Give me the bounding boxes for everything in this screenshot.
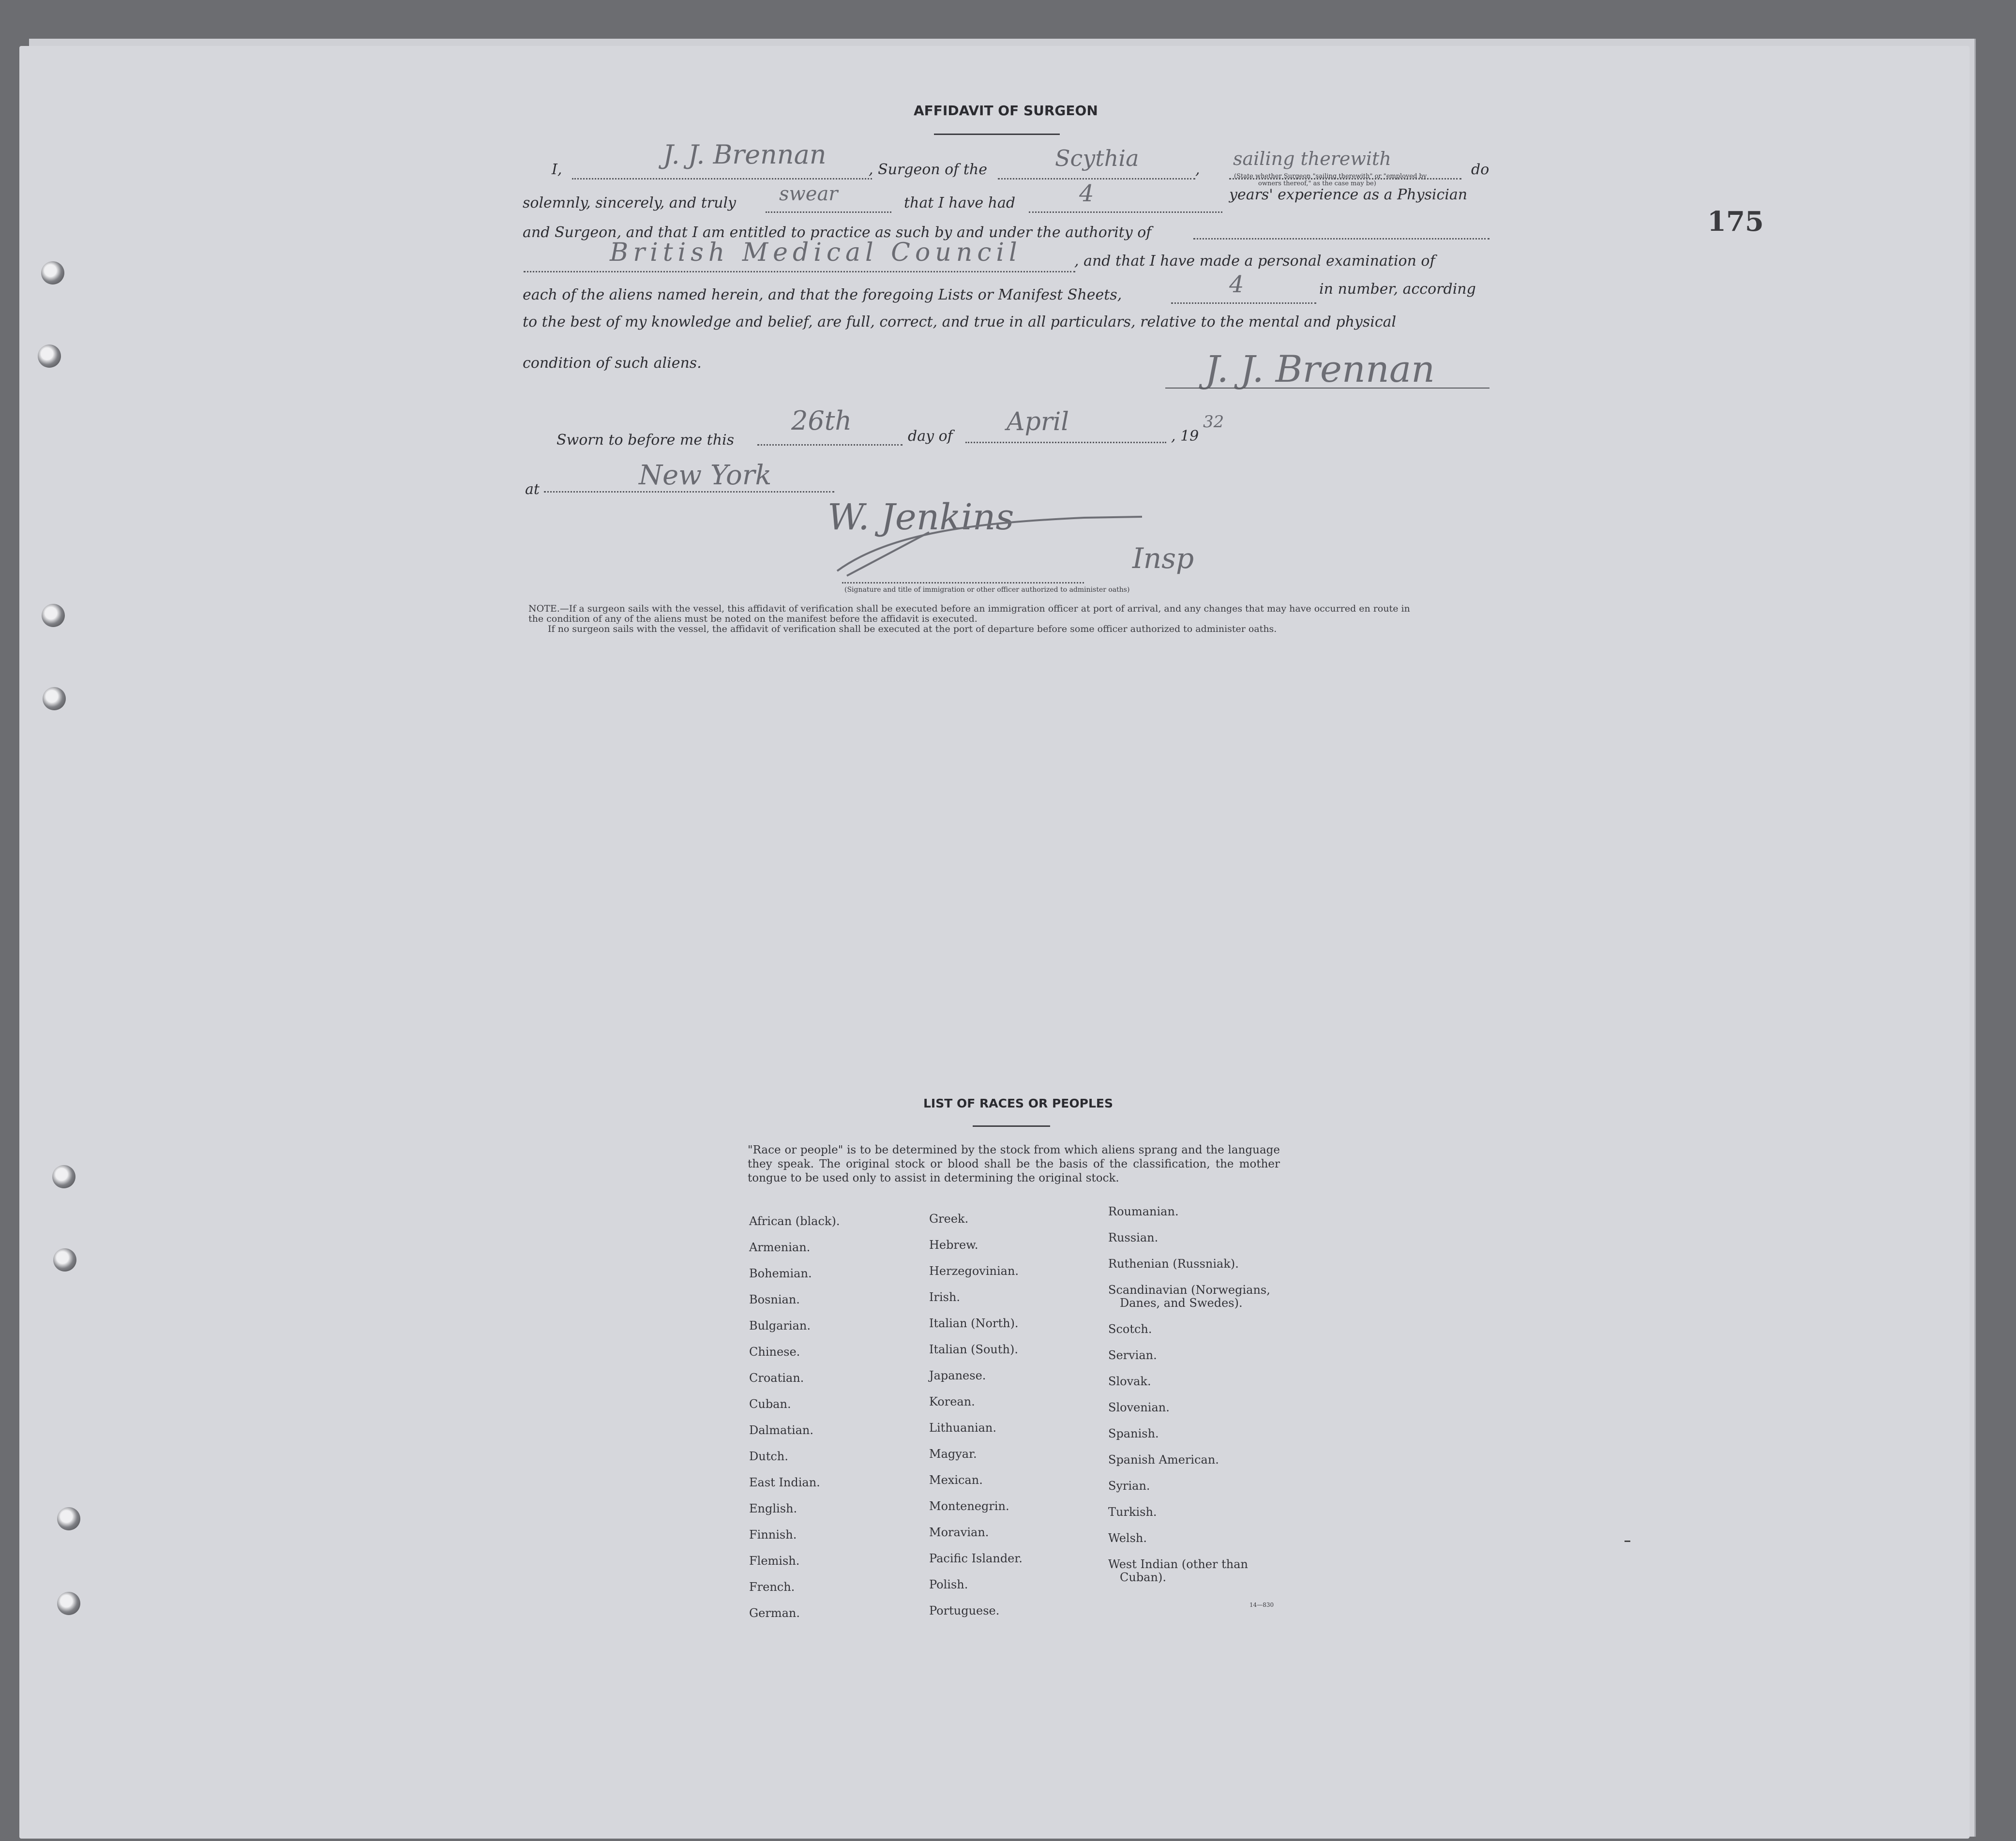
text-sworn: Sworn to before me this	[557, 432, 735, 449]
text-best-of-knowledge: to the best of my knowledge and belief, are full, correct, and true in all particulars, relative to the mental and physical	[523, 314, 1397, 330]
race-item: Spanish American.	[1108, 1453, 1219, 1467]
surgeon-name-handwritten: J. J. Brennan	[663, 139, 827, 170]
race-item: Dalmatian.	[749, 1423, 814, 1437]
race-item: West Indian (other than	[1108, 1557, 1248, 1571]
race-item: Bohemian.	[749, 1267, 812, 1280]
surgeon-name-line	[572, 178, 872, 180]
ship-handwritten: Scythia	[1055, 145, 1139, 171]
text-in-number: in number, according	[1319, 281, 1476, 298]
race-item: East Indian.	[749, 1476, 820, 1489]
race-item: Roumanian.	[1108, 1205, 1179, 1218]
race-item: Chinese.	[749, 1345, 800, 1359]
race-item: Mexican.	[929, 1473, 983, 1487]
race-item: Bulgarian.	[749, 1319, 811, 1332]
note-line-3: If no surgeon sails with the vessel, the affidavit of verification shall be executed at the port of departure before some officer authorized to administer oaths.	[548, 624, 1277, 634]
race-item: Pacific Islander.	[929, 1552, 1023, 1565]
race-item: Scotch.	[1108, 1322, 1152, 1336]
binder-hole	[43, 687, 66, 710]
race-item: Syrian.	[1108, 1479, 1150, 1493]
race-item: Ruthenian (Russniak).	[1108, 1257, 1239, 1271]
race-item: Irish.	[929, 1290, 961, 1304]
text-at: at	[525, 481, 540, 498]
note-line-2: the condition of any of the aliens must be noted on the manifest before the affidavit is executed.	[528, 614, 978, 624]
race-item: Cuban.	[749, 1397, 791, 1411]
text-day-of: day of	[908, 428, 953, 445]
month-line	[965, 442, 1166, 443]
race-item: African (black).	[749, 1214, 840, 1228]
race-item: Italian (North).	[929, 1317, 1019, 1330]
binder-hole	[52, 1165, 75, 1188]
text-personal-exam: , and that I have made a personal examination of	[1074, 253, 1435, 269]
officer-caption: (Signature and title of immigration or other officer authorized to administer oaths)	[844, 586, 1130, 594]
races-heading: LIST OF RACES OR PEOPLES	[923, 1096, 1113, 1110]
day-line	[757, 444, 903, 446]
surgeon-signature: J. J. Brennan	[1205, 347, 1435, 390]
race-item: Turkish.	[1108, 1505, 1157, 1519]
text-condition: condition of such aliens.	[523, 355, 702, 372]
signature-line	[1165, 388, 1489, 389]
race-item: Scandinavian (Norwegians,	[1108, 1283, 1270, 1297]
race-item: Welsh.	[1108, 1531, 1147, 1545]
race-item: German.	[749, 1606, 800, 1620]
place-line	[544, 491, 834, 493]
heading-rule	[934, 134, 1060, 135]
race-item: Finnish.	[749, 1528, 797, 1542]
races-column-1	[749, 1208, 840, 1626]
races-intro: "Race or people" is to be determined by the stock from which aliens sprang and the language they speak. The original stock or blood shall be the basis of the classification, the mother tongue to be used only to assist in determining the original stock.	[748, 1144, 1280, 1184]
race-item: Magyar.	[929, 1447, 977, 1461]
text-surgeon-of-the: , Surgeon of the	[869, 161, 987, 178]
authority-handwritten: British Medical Council	[610, 238, 1022, 267]
text-i: I,	[552, 161, 562, 178]
binder-hole	[38, 344, 61, 368]
text-that-i-have-had: that I have had	[904, 195, 1016, 211]
years-line	[1029, 211, 1222, 213]
year-handwritten: 32	[1203, 412, 1224, 432]
officer-title: Insp	[1132, 542, 1194, 575]
binder-hole	[41, 261, 64, 284]
binder-hole	[53, 1248, 76, 1272]
race-item: Portuguese.	[929, 1604, 1000, 1617]
text-comma: ,	[1195, 161, 1200, 178]
race-item: Armenian.	[749, 1241, 811, 1254]
authority-line-b	[524, 271, 1075, 272]
race-item: Herzegovinian.	[929, 1264, 1019, 1278]
race-item: Slovak.	[1108, 1375, 1151, 1388]
race-item: Japanese.	[929, 1369, 986, 1382]
sheets-handwritten: 4	[1229, 271, 1244, 298]
years-handwritten: 4	[1079, 180, 1094, 207]
race-item: Danes, and Swedes).	[1120, 1296, 1243, 1310]
race-item: Moravian.	[929, 1526, 989, 1539]
oath-line	[766, 211, 891, 213]
status-handwritten: sailing therewith	[1233, 148, 1391, 169]
race-item: Russian.	[1108, 1231, 1158, 1244]
races-heading-rule	[973, 1125, 1050, 1127]
affidavit-heading: AFFIDAVIT OF SURGEON	[914, 103, 1098, 119]
races-column-2	[929, 1206, 1023, 1624]
month-handwritten: April	[1007, 407, 1069, 436]
form-code: 14—830	[1249, 1602, 1274, 1608]
text-each-of-aliens: each of the aliens named herein, and that the foregoing Lists or Manifest Sheets,	[523, 286, 1122, 303]
text-years-experience: years' experience as a Physician	[1229, 186, 1468, 203]
race-item: Spanish.	[1108, 1427, 1159, 1440]
race-item: Polish.	[929, 1578, 968, 1591]
binder-hole	[57, 1592, 80, 1615]
day-handwritten: 26th	[791, 405, 852, 436]
status-instruction-2: owners thereof," as the case may be)	[1258, 180, 1376, 187]
race-item: Dutch.	[749, 1450, 788, 1463]
text-and-surgeon: and Surgeon, and that I am entitled to practice as such by and under the authority of	[523, 224, 1152, 241]
race-item: English.	[749, 1502, 797, 1515]
race-item: Korean.	[929, 1395, 975, 1408]
race-item: Hebrew.	[929, 1238, 978, 1252]
officer-signature-flourish	[832, 503, 1171, 600]
race-item: Montenegrin.	[929, 1499, 1009, 1513]
race-item: Lithuanian.	[929, 1421, 997, 1435]
text-do: do	[1471, 161, 1489, 178]
oath-handwritten: swear	[779, 183, 838, 205]
note-line-1: NOTE.—If a surgeon sails with the vessel, this affidavit of verification shall be executed before an immigration officer at port of arrival, and any changes that may have occurred en route in	[528, 603, 1410, 614]
race-item: Servian.	[1108, 1348, 1157, 1362]
race-item: Flemish.	[749, 1554, 800, 1568]
authority-line-a	[1193, 238, 1489, 239]
ship-line	[998, 178, 1195, 180]
race-item: Italian (South).	[929, 1343, 1018, 1356]
status-instruction-1: (State whether Surgeon "sailing therewith" or "employed by	[1234, 173, 1427, 180]
text-year-prefix: , 19	[1171, 428, 1199, 445]
officer-signature: W. Jenkins	[827, 496, 1014, 538]
binder-hole	[42, 604, 65, 627]
binder-hole	[57, 1507, 80, 1530]
race-item: Bosnian.	[749, 1293, 800, 1306]
place-handwritten: New York	[639, 460, 772, 491]
page-number: 175	[1707, 206, 1764, 238]
race-item: Croatian.	[749, 1371, 804, 1385]
officer-line	[842, 582, 1084, 584]
text-solemnly: solemnly, sincerely, and truly	[523, 195, 737, 211]
affidavit-note	[528, 604, 1496, 634]
race-item: French.	[749, 1580, 795, 1594]
race-item: Greek.	[929, 1212, 969, 1226]
sheets-line	[1171, 302, 1316, 304]
race-item: Slovenian.	[1108, 1401, 1170, 1414]
race-item: Cuban).	[1120, 1571, 1166, 1584]
stray-mark	[1625, 1541, 1630, 1542]
